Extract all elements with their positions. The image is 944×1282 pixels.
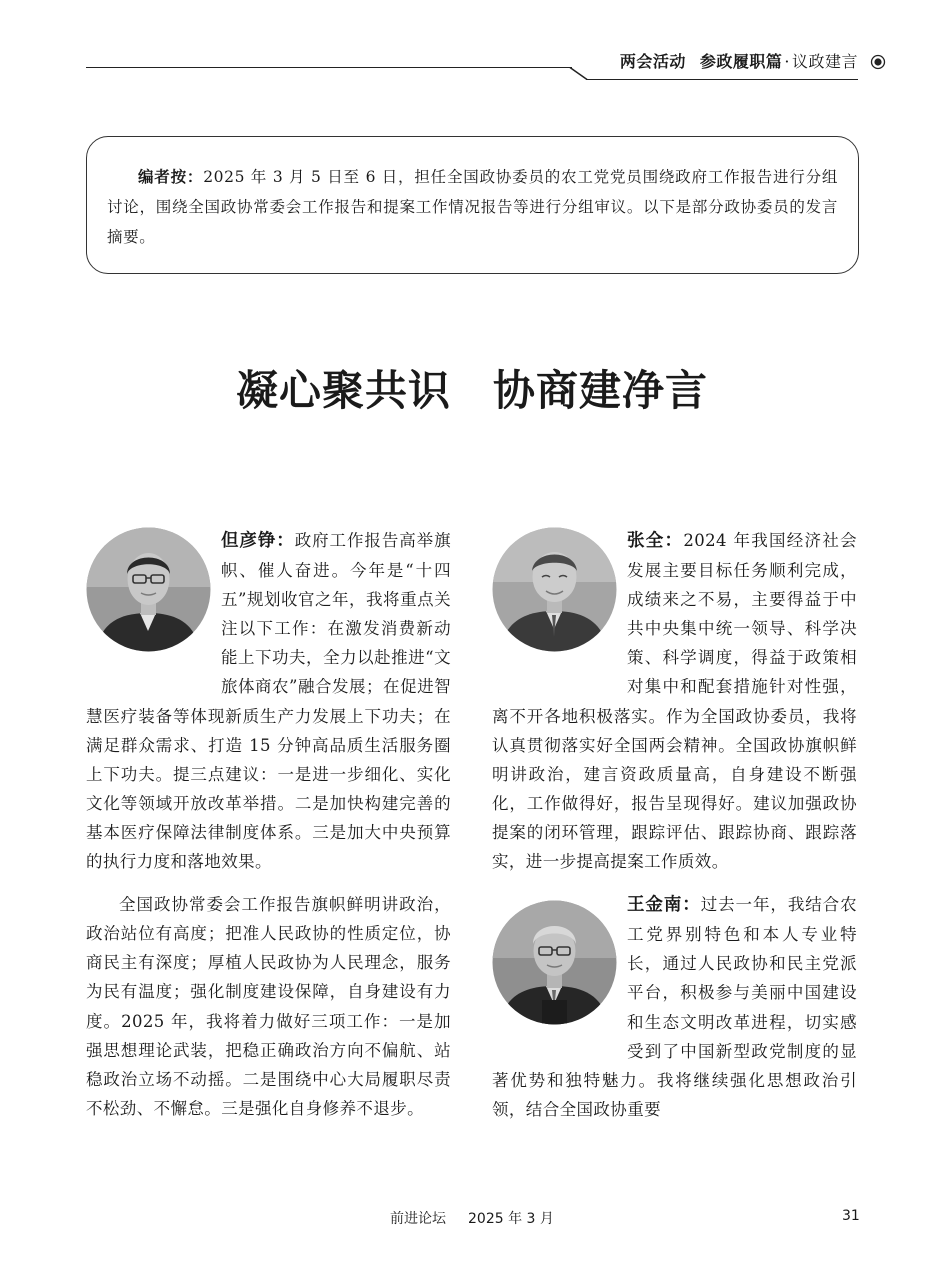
editor-note-box [86,136,859,274]
portrait-wrapper-1 [86,526,221,694]
portrait-photo-wang-jinnan [492,900,617,1025]
speaker-3-name: 王金南： [627,895,701,916]
page-number: 31 [842,1208,860,1224]
footer-date: 2025 年 3 月 [468,1211,554,1227]
header-rule-lower [586,79,858,80]
editor-note-text: 2025 年 3 月 5 日至 6 日，担任全国政协委员的农工党党员围绕政府工作报告进行分组讨论，围绕全国政协常委会工作报告和提案工作情况报告等进行分组审议。以下是部分政协委员的发言摘要。 [107,168,839,246]
target-icon [870,54,886,70]
portrait-photo-zhang-quan [492,527,617,652]
speaker-1-paragraph-2: 全国政协常委会工作报告旗帜鲜明讲政治，政治站位有高度；把准人民政协的性质定位，协商民主有深度；厚植人民政协为人民理念，服务为民有温度；强化制度建设保障，自身建设有力度。2025 年，我将着力做好三项工作：一是加强思想理论武装，把稳正确政治方向不偏航、站稳政治立场不动摇。二是围绕中心大局履职尽责不松劲、不懈怠。三是强化自身修养不退步。 [86,895,451,1118]
right-column [492,526,857,1124]
header-subcategory: 议政建言 [791,52,858,71]
speaker-3-text: 过去一年，我结合农工党界别特色和本人专业特长，通过人民政协和民主党派平台，积极参与美丽中国建设和生态文明改革进程，切实感受到了中国新型政党制度的显著优势和独特魅力。我将继续强化思想政治引领，结合全国政协重要 [492,895,857,1119]
speaker-1-name: 但彦铮： [221,531,295,551]
portrait-photo-dan-yanzheng [86,527,211,652]
speaker-1-text-1: 政府工作报告高举旗帜、催人奋进。今年是“十四五”规划收官之年，我将重点关注以下工作：在激发消费新动能上下功夫，全力以赴推进“文旅体商农”融合发展；在促进智慧医疗装备等体现新质生产力发展上下功夫；在满足群众需求、打造 15 分钟高品质生活服务圈上下功夫。提三点建议：一是进一步细化、实化文化等领域开放改革举措。二是加快构建完善的基本医疗保障法律制度体系。三是加大中央预算的执行力度和落地效果。 [86,531,451,872]
header-category: 参政履职篇 [699,52,783,71]
header-section: 两会活动 [619,52,686,71]
editor-note-label: 编者按： [138,167,204,186]
portrait-wrapper-3 [492,890,627,1065]
left-column [86,526,451,1123]
portrait-wrapper-2 [492,526,627,694]
title-part-1: 凝心聚共识 [235,366,451,415]
footer-journal-name: 前进论坛 [390,1211,446,1227]
article-title [0,358,944,418]
running-header [620,49,858,72]
editor-note [107,162,838,252]
title-part-2: 协商建净言 [493,366,709,415]
header-rule [86,67,572,68]
speaker-2-name: 张全： [627,531,684,551]
header-separator: · [784,52,790,71]
speaker-2-text: 2024 年我国经济社会发展主要目标任务顺利完成，成绩来之不易，主要得益于中共中央集中统一领导、科学决策、科学调度，得益于政策相对集中和配套措施针对性强，离不开各地积极落实。作为全国政协委员，我将认真贯彻落实好全国两会精神。全国政协旗帜鲜明讲政治，建言资政质量高，自身建设不断强化，工作做得好，报告呈现得好。建议加强政协提案的闭环管理，跟踪评估、跟踪协商、跟踪落实，进一步提高提案工作质效。 [492,531,857,872]
